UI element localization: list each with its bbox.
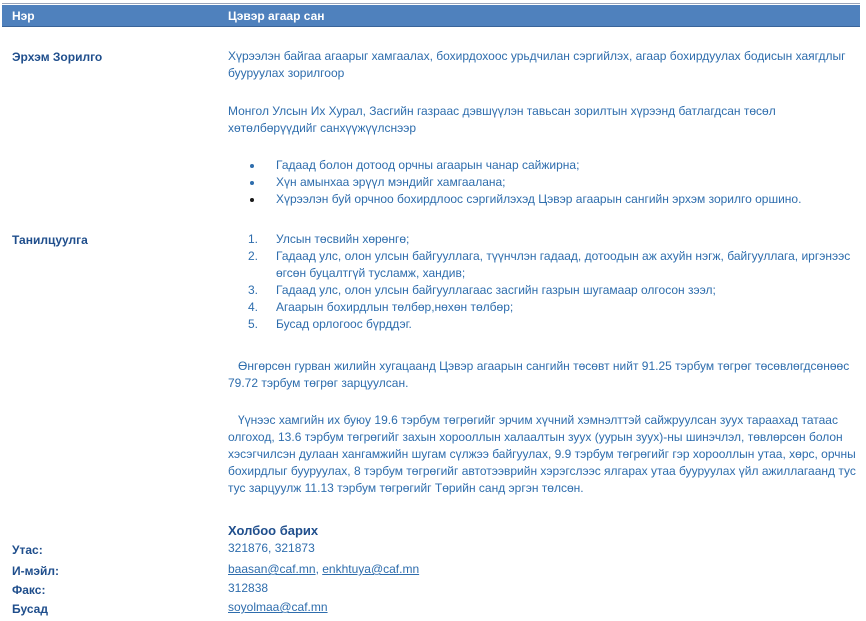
email-link-baasan[interactable]: baasan@caf.mn: [228, 562, 316, 576]
list-item: 4. Агаарын бохирдлын төлбөр,нөхөн төлбөр;: [248, 300, 514, 314]
funding-sources-list: [248, 231, 858, 333]
contact-title: Холбоо барих: [228, 523, 319, 538]
email-link-soyolmaa[interactable]: soyolmaa@caf.mn: [228, 600, 328, 614]
list-item: 1. Улсын төсвийн хөрөнгө;: [248, 232, 410, 246]
budget-summary-paragraph: Өнгөрсөн гурван жилийн хугацаанд Цэвэр агаарын сангийн төсөвт нийт 91.25 тэрбум төгрөг төсөвлөгдсөнөөс 79.72 тэрбум төгрөг зарцуулсан.: [228, 359, 850, 390]
phone-value: 321876, 321873: [228, 541, 315, 555]
list-item: 2. Гадаад улс, олон улсын байгууллага, түүнчлэн гадаад, дотоодын аж ахуйн нэгж, байгууллага, иргэнээс өгсөн буцалтгүй тусламж, хандив;: [248, 249, 851, 280]
mission-paragraph-1: Хүрээлэн байгаа агаарыг хамгаалах, бохирдохоос урьдчилан сэргийлэх, агаар бохирдуулах бодисын хаягдлыг бууруулах зорилгоор: [228, 49, 846, 80]
header-name-column: Нэр: [12, 9, 35, 23]
bullet-icon: [250, 181, 254, 185]
header-fund-column: Цэвэр агаар сан: [228, 9, 325, 23]
table-header: [2, 5, 860, 27]
list-item: Хүрээлэн буй орчноо бохирдлоос сэргийлэхэд Цэвэр агаарын сангийн эрхэм зорилго оршино.: [248, 191, 858, 208]
email-separator: ,: [315, 562, 323, 576]
list-item: 5. Бусад орлогоос бүрддэг.: [248, 317, 412, 331]
intro-label: Танилцуулга: [12, 233, 88, 247]
mission-paragraph-2: Монгол Улсын Их Хурал, Засгийн газраас дэвшүүлэн тавьсан зорилтын хүрээнд батлагдсан төсөл хөтөлбөрүүдийг санхүүжүүлснээр: [228, 104, 776, 135]
list-item: 3. Гадаад улс, олон улсын байгууллагаас засгийн газрын шугамаар олгосон зээл;: [248, 283, 716, 297]
email-label: И-мэйл:: [12, 564, 59, 578]
top-divider: [2, 3, 860, 4]
list-item: Гадаад болон дотоод орчны агаарын чанар сайжирна;: [248, 157, 858, 174]
mission-label: Эрхэм Зорилго: [12, 50, 103, 64]
other-contact-value: [228, 600, 328, 614]
email-link-enkhtuya[interactable]: enkhtuya@caf.mn: [322, 562, 420, 576]
spending-detail-paragraph: Үүнээс хамгийн их буюу 19.6 тэрбум төгрөгийг эрчим хүчний хэмнэлттэй сайжруулсан зуух тараахад татаас олгоход, 13.6 тэрбум төгрөгийг захын хорооллын халаалтын зуух (уурын зуух)-ны шинэчлэл, төвлөрсөн болон хэсэгчилсэн дулаан хангамжийн шугам сүлжээ байгуулах, 9.9 тэрбум төгрөгийг гэр хорооллын утаа, хөрс, орчны бохирдлыг бууруулах, 8 тэрбум төгрөгийг автотээврийн хэрэгслээс ялгарах утаа бууруулах үйл ажиллагаанд тус тус зарцуулж 11.13 тэрбум төгрөгийг Төрийн санд эргэн төлсөн.: [228, 413, 856, 495]
bullet-icon: [250, 164, 254, 168]
mission-bullet-list: [248, 157, 858, 208]
fax-value: 312838: [228, 581, 269, 595]
phone-label: Утас:: [12, 543, 43, 557]
fax-label: Факс:: [12, 583, 46, 597]
list-item: Хүн амынхаа эрүүл мэндийг хамгаалана;: [248, 174, 858, 191]
other-label: Бусад: [12, 602, 48, 616]
email-values: [228, 562, 419, 576]
bullet-icon: [250, 198, 254, 202]
